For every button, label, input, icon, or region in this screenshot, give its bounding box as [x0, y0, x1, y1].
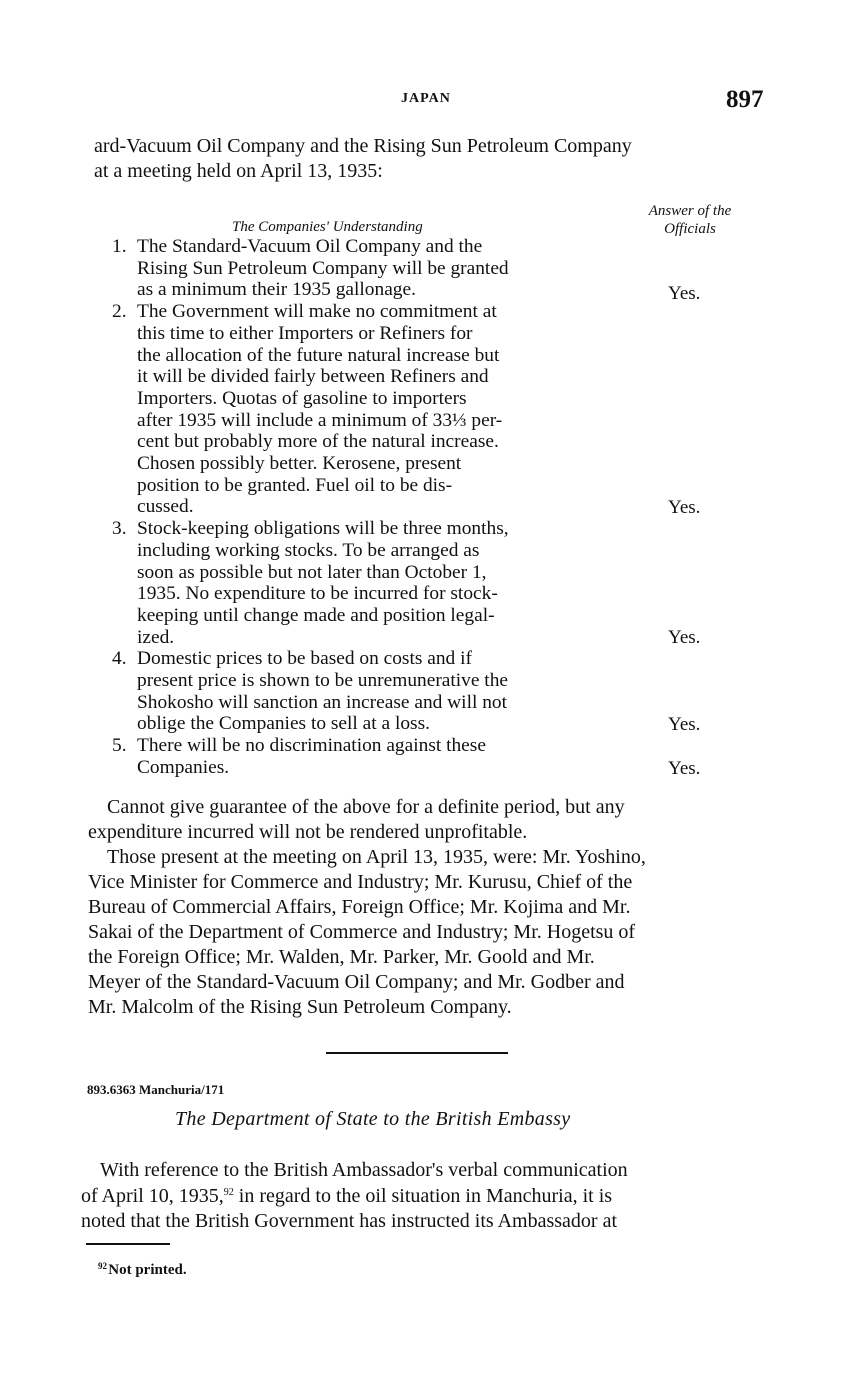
item-line: The Government will make no commitment at	[137, 301, 497, 323]
guarantee-paragraph	[88, 795, 760, 844]
attendees-line: Those present at the meeting on April 13, 1935, were: Mr. Yoshino,	[107, 846, 646, 868]
answer-item-5: Yes.	[668, 758, 701, 779]
intro-paragraph	[94, 134, 760, 183]
item-line: cussed.	[137, 496, 194, 518]
footnote-divider	[86, 1243, 170, 1245]
section-divider	[326, 1052, 508, 1054]
running-head: JAPAN	[401, 91, 451, 106]
answer-item-3: Yes.	[668, 627, 701, 648]
body-line-2	[81, 1184, 753, 1210]
item-line: including working stocks. To be arranged as	[137, 539, 480, 561]
list-item	[112, 236, 602, 301]
attendees-line: Mr. Malcolm of the Rising Sun Petroleum Company.	[88, 996, 512, 1018]
item-number: 1.	[112, 236, 127, 257]
list-item	[112, 301, 602, 518]
attendees-line: Sakai of the Department of Commerce and Industry; Mr. Hogetsu of	[88, 921, 636, 943]
body-line-3: noted that the British Government has instructed its Ambassador at	[81, 1210, 618, 1232]
item-line: There will be no discrimination against these	[137, 735, 486, 757]
answer-item-1: Yes.	[668, 283, 701, 304]
item-line: present price is shown to be unremunerative the	[137, 670, 508, 692]
item-line: after 1935 will include a minimum of 33⅓ per-	[137, 409, 503, 431]
item-line: the allocation of the future natural increase but	[137, 344, 500, 366]
item-line: as a minimum their 1935 gallonage.	[137, 279, 416, 301]
document-title: The Department of State to the British Embassy	[175, 1108, 571, 1130]
item-line: Chosen possibly better. Kerosene, present	[137, 453, 462, 475]
item-number: 2.	[112, 301, 127, 323]
list-item	[112, 735, 602, 778]
answer-item-4: Yes.	[668, 714, 701, 735]
item-line: oblige the Companies to sell at a loss.	[137, 713, 430, 735]
item-line: Importers. Quotas of gasoline to importers	[137, 387, 467, 409]
officials-answer-heading	[631, 202, 749, 238]
footnote	[98, 1262, 187, 1279]
understanding-list	[112, 236, 602, 779]
item-line: this time to either Importers or Refiners for	[137, 322, 473, 344]
item-line: cent but probably more of the natural increase.	[137, 431, 499, 453]
document-body	[81, 1158, 753, 1235]
item-number: 5.	[112, 735, 127, 757]
list-item	[112, 518, 602, 648]
attendees-paragraph	[88, 845, 760, 1020]
page-number: 897	[726, 86, 764, 113]
companies-understanding-heading: The Companies' Understanding	[232, 219, 423, 235]
item-line: Companies.	[137, 756, 230, 778]
intro-line-2: at a meeting held on April 13, 1935:	[94, 159, 383, 182]
item-line: Rising Sun Petroleum Company will be granted	[137, 257, 509, 279]
item-line: soon as possible but not later than October 1,	[137, 561, 487, 583]
item-line: ized.	[137, 626, 175, 648]
body-line-1: With reference to the British Ambassador's verbal communication	[100, 1159, 628, 1181]
item-line: The Standard-Vacuum Oil Company and the	[137, 236, 483, 257]
item-line: it will be divided fairly between Refiners and	[137, 366, 489, 388]
item-line: keeping until change made and position legal-	[137, 604, 495, 626]
guarantee-line-2: expenditure incurred will not be rendered unprofitable.	[88, 820, 528, 843]
item-line: position to be granted. Fuel oil to be dis-	[137, 474, 453, 496]
attendees-line: Vice Minister for Commerce and Industry; Mr. Kurusu, Chief of the	[88, 871, 633, 893]
attendees-line: Bureau of Commercial Affairs, Foreign Office; Mr. Kojima and Mr.	[88, 896, 631, 918]
body-line-2-start: of April 10, 1935,	[81, 1184, 224, 1207]
answer-item-2: Yes.	[668, 497, 701, 518]
document-reference: 893.6363 Manchuria/171	[87, 1082, 225, 1097]
footnote-reference: 92	[223, 1186, 234, 1198]
body-line-2-end: in regard to the oil situation in Manchuria, it is	[233, 1184, 613, 1207]
list-item	[112, 648, 602, 735]
attendees-line: the Foreign Office; Mr. Walden, Mr. Parker, Mr. Goold and Mr.	[88, 946, 595, 968]
item-line: Stock-keeping obligations will be three months,	[137, 518, 509, 540]
item-line: 1935. No expenditure to be incurred for stock-	[137, 583, 498, 605]
guarantee-line-1: Cannot give guarantee of the above for a definite period, but any	[107, 796, 625, 818]
footnote-marker: 92	[98, 1261, 107, 1271]
officials-answer-heading-line-2: Officials	[664, 221, 716, 237]
item-line: Shokosho will sanction an increase and will not	[137, 691, 507, 713]
item-number: 4.	[112, 648, 127, 670]
item-line: Domestic prices to be based on costs and if	[137, 648, 472, 670]
attendees-line: Meyer of the Standard-Vacuum Oil Company; and Mr. Godber and	[88, 971, 625, 993]
officials-answer-heading-line-1: Answer of the	[648, 203, 732, 219]
item-number: 3.	[112, 518, 127, 540]
footnote-text: Not printed.	[108, 1262, 187, 1278]
intro-line-1: ard-Vacuum Oil Company and the Rising Sun Petroleum Company	[94, 135, 632, 157]
